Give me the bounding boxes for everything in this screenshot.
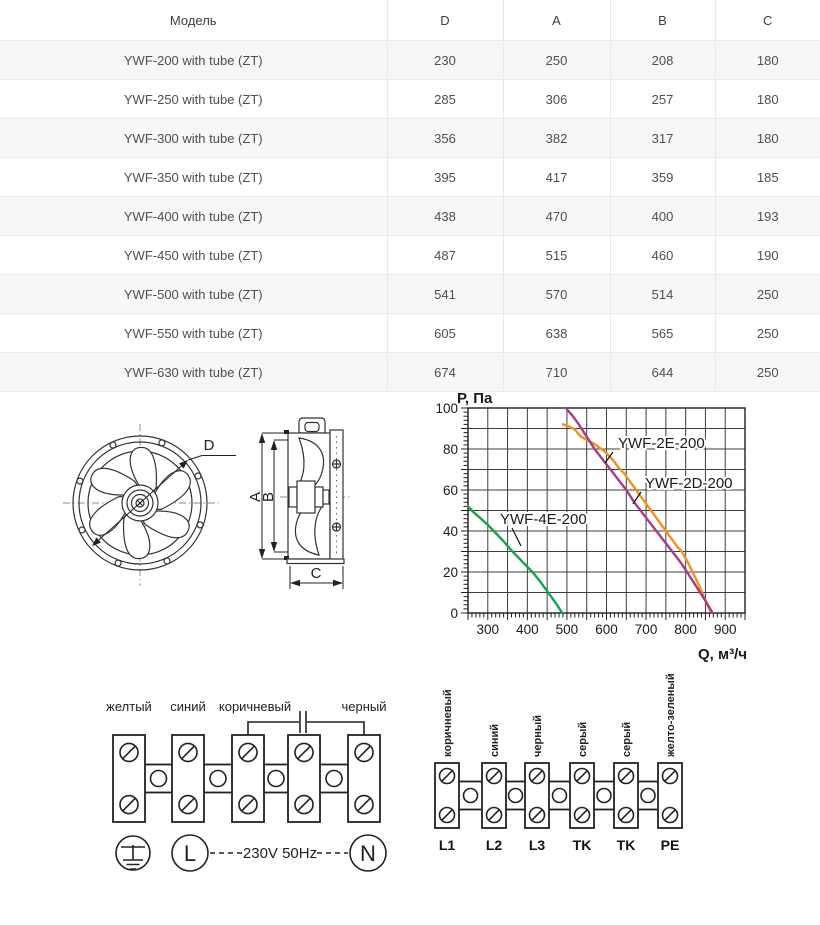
ground-icon: [116, 836, 150, 870]
wiring-diagram-single-phase: [85, 690, 410, 885]
table-row: [0, 158, 820, 197]
y-tick-label: 60: [442, 483, 458, 498]
x-axis-title: Q, м³/ч: [698, 646, 747, 663]
neutral-terminal-label: N: [360, 841, 376, 866]
dim-cell: 515: [503, 236, 610, 275]
wire-label-yellow-green: желто-зеленый: [665, 673, 677, 757]
fan-performance-chart: [430, 390, 820, 665]
model-cell: YWF-300 with tube (ZT): [0, 119, 387, 158]
column-header: B: [610, 0, 715, 41]
model-cell: YWF-250 with tube (ZT): [0, 80, 387, 119]
dim-cell: 710: [503, 353, 610, 392]
table-row: [0, 353, 820, 392]
fan-dimension-drawing: [30, 398, 360, 615]
dimension-b: [260, 440, 288, 552]
wire-label-black: черный: [341, 699, 387, 714]
table-row: [0, 80, 820, 119]
x-tick-label: 900: [713, 622, 737, 637]
wiring-diagram-three-phase: [425, 672, 705, 864]
dim-cell: 285: [387, 80, 503, 119]
spec-table-body: [0, 41, 820, 392]
dim-cell: 382: [503, 119, 610, 158]
dim-cell: 317: [610, 119, 715, 158]
model-cell: YWF-200 with tube (ZT): [0, 41, 387, 80]
line-terminal: [172, 835, 208, 871]
dim-b-label: B: [260, 491, 277, 503]
dim-cell: 208: [610, 41, 715, 80]
dim-cell: 541: [387, 275, 503, 314]
series-label: YWF-2D-200: [645, 475, 733, 492]
fan-front-view: [63, 424, 236, 586]
flange-plate: [330, 430, 343, 562]
dim-cell: 193: [715, 197, 820, 236]
wire-label-blue: синий: [489, 723, 501, 757]
table-row: [0, 275, 820, 314]
dim-cell: 460: [610, 236, 715, 275]
dim-cell: 644: [610, 353, 715, 392]
terminal-label-l3: L3: [528, 837, 546, 853]
dim-cell: 257: [610, 80, 715, 119]
dim-cell: 185: [715, 158, 820, 197]
bottom-flange: [287, 559, 344, 564]
table-row: [0, 41, 820, 80]
dim-cell: 400: [610, 197, 715, 236]
dim-cell: 359: [610, 158, 715, 197]
dim-cell: 395: [387, 158, 503, 197]
terminal-label-l2: L2: [485, 837, 503, 853]
model-cell: YWF-630 with tube (ZT): [0, 353, 387, 392]
y-tick-label: 20: [442, 565, 458, 580]
table-row: [0, 236, 820, 275]
dim-cell: 250: [715, 314, 820, 353]
dim-c-label: C: [310, 565, 322, 582]
model-cell: YWF-500 with tube (ZT): [0, 275, 387, 314]
spec-table-head: [0, 0, 820, 41]
y-tick-label: 0: [450, 606, 458, 621]
dim-cell: 487: [387, 236, 503, 275]
line-terminal-label: L: [183, 841, 197, 866]
header-row: [0, 0, 820, 41]
dim-cell: 180: [715, 80, 820, 119]
dimension-c: [290, 565, 343, 589]
dim-cell: 638: [503, 314, 610, 353]
y-tick-label: 100: [435, 401, 458, 416]
wire-label-yellow: желтый: [106, 699, 152, 714]
terminal-blocks-three: [435, 763, 682, 828]
x-tick-label: 500: [555, 622, 579, 637]
column-header: C: [715, 0, 820, 41]
dim-cell: 230: [387, 41, 503, 80]
dim-cell: 565: [610, 314, 715, 353]
wire-label-brown: коричневый: [218, 699, 292, 714]
wire-label-brown: коричневый: [442, 689, 454, 757]
series-label: YWF-4E-200: [500, 511, 587, 528]
spec-table: [0, 0, 820, 392]
x-tick-label: 800: [674, 622, 697, 637]
fan-side-view: [247, 418, 352, 589]
dim-cell: 417: [503, 158, 610, 197]
table-row: [0, 119, 820, 158]
column-header: A: [503, 0, 610, 41]
x-tick-label: 600: [595, 622, 618, 637]
x-tick-label: 300: [476, 622, 500, 637]
terminal-label-l1: L1: [438, 837, 456, 853]
dim-cell: 306: [503, 80, 610, 119]
table-row: [0, 197, 820, 236]
wire-label-blue: синий: [170, 699, 206, 714]
wire-label-grey-1: серый: [577, 721, 589, 757]
dim-cell: 570: [503, 275, 610, 314]
dim-cell: 180: [715, 41, 820, 80]
dim-d-label: D: [203, 437, 215, 454]
dim-cell: 180: [715, 119, 820, 158]
dim-cell: 438: [387, 197, 503, 236]
capacitor-circuit: [248, 711, 364, 735]
dim-cell: 356: [387, 119, 503, 158]
y-axis-title: Р, Па: [457, 390, 493, 407]
x-tick-label: 700: [634, 622, 658, 637]
dim-cell: 250: [715, 353, 820, 392]
y-tick-label: 40: [442, 524, 458, 539]
dim-cell: 470: [503, 197, 610, 236]
dim-cell: 250: [715, 275, 820, 314]
dim-cell: 514: [610, 275, 715, 314]
terminal-label-tk2: TK: [616, 837, 636, 853]
model-cell: YWF-550 with tube (ZT): [0, 314, 387, 353]
dim-a-label: A: [247, 491, 264, 503]
wire-label-grey-2: серый: [621, 721, 633, 757]
table-row: [0, 314, 820, 353]
terminal-blocks-single: [113, 735, 380, 822]
column-header: D: [387, 0, 503, 41]
wire-label-black: черный: [532, 714, 544, 757]
series-label: YWF-2E-200: [618, 435, 705, 452]
model-cell: YWF-350 with tube (ZT): [0, 158, 387, 197]
power-rating-label: 230V 50Hz: [242, 845, 318, 862]
terminal-label-pe: PE: [660, 837, 680, 853]
capacitor-icon: [300, 711, 306, 733]
dim-cell: 674: [387, 353, 503, 392]
neutral-terminal: [350, 835, 386, 871]
model-cell: YWF-400 with tube (ZT): [0, 197, 387, 236]
terminal-label-tk1: TK: [572, 837, 592, 853]
column-header: Модель: [0, 0, 387, 41]
model-cell: YWF-450 with tube (ZT): [0, 236, 387, 275]
wire-labels-rotated: [442, 673, 677, 758]
dim-cell: 605: [387, 314, 503, 353]
dim-cell: 250: [503, 41, 610, 80]
dim-cell: 190: [715, 236, 820, 275]
terminal-labels: [439, 837, 680, 853]
y-tick-label: 80: [442, 442, 458, 457]
x-tick-label: 400: [516, 622, 539, 637]
junction-box: [299, 418, 325, 433]
